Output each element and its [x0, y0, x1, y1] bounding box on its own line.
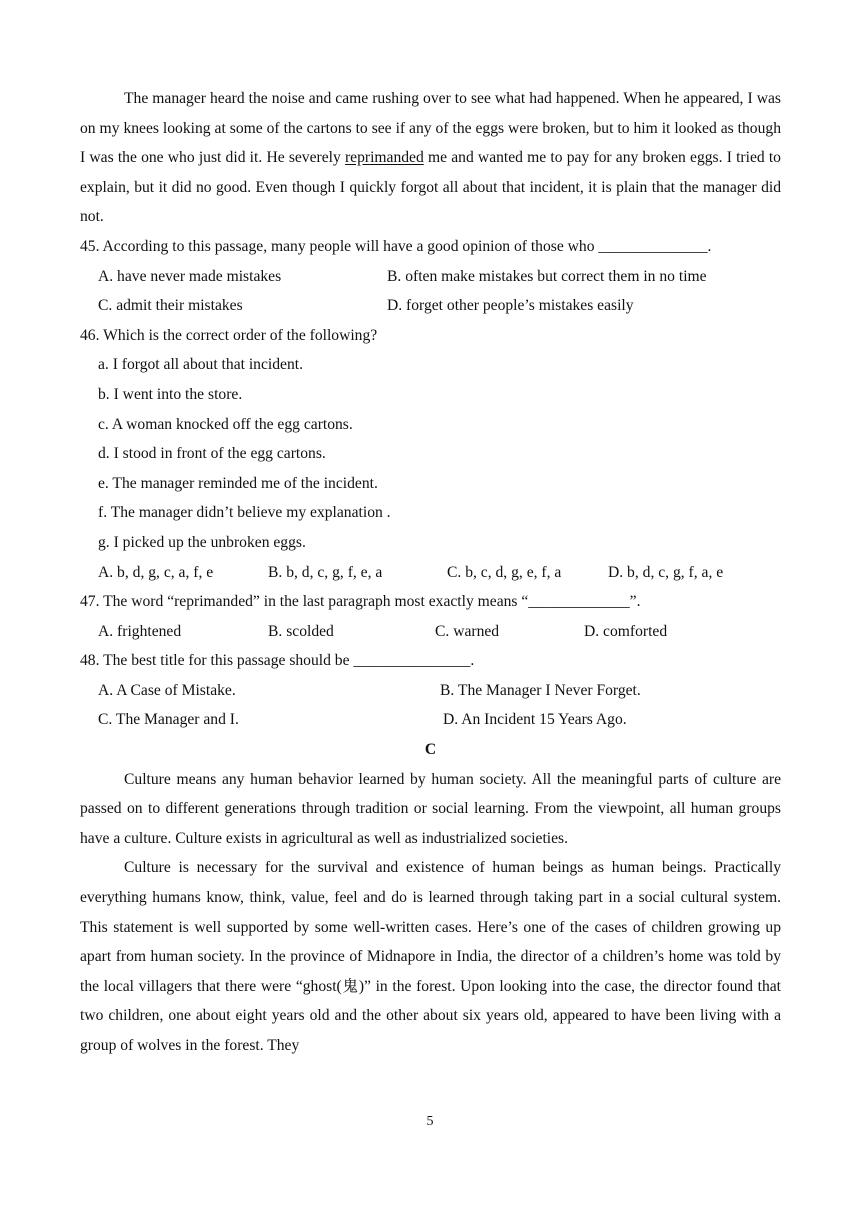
paragraph-text: me and wanted me to pay for any broken eggs. I tried to explain, but it did no good. Even though I quickly forgot all about that incident, it is plain that the manager did not. [80, 149, 781, 226]
page-number: 5 [426, 1114, 434, 1129]
question-46-item [80, 498, 781, 528]
item-text: b. I went into the store. [98, 385, 243, 403]
question-46-item [80, 469, 781, 499]
option-b: B. scolded [268, 622, 334, 640]
option-c: C. b, c, d, g, e, f, a [447, 563, 562, 581]
underlined-word: reprimanded [344, 149, 424, 167]
question-46-item [80, 528, 781, 558]
item-text: a. I forgot all about that incident. [98, 356, 303, 374]
item-text: d. I stood in front of the egg cartons. [98, 445, 326, 463]
question-46-item [80, 380, 781, 410]
option-c: C. The Manager and I. [98, 711, 239, 729]
option-a: A. A Case of Mistake. [98, 681, 236, 699]
question-46-stem: 46. Which is the correct order of the following? [80, 326, 378, 344]
section-c-paragraph-2: Culture is necessary for the survival and existence of human beings as human beings. Practically everything humans know, think, value, feel and do is learned through taking part in a social cultural system. This statement is well supported by some well-written cases. Here’s one of the cases of children growing up apart from human society. In the province of Midnapore in India, the director of a children’s home was told by the local villagers that there were “ghost(鬼)” in the forest. Upon looking into the case, the director found that two children, one about eight years old and the other about six years old, appeared to have been living with a group of wolves in the forest. They [80, 859, 781, 1054]
question-45-options-row-1 [80, 262, 781, 292]
question-47-options [80, 617, 781, 647]
option-d: D. forget other people’s mistakes easily [387, 297, 634, 315]
question-48-options-row-1 [80, 676, 781, 706]
question-46-item [80, 350, 781, 380]
option-b: B. b, d, c, g, f, e, a [268, 563, 383, 581]
question-46-item [80, 410, 781, 440]
passage-b-final-paragraph [80, 84, 781, 232]
option-c: C. warned [435, 622, 500, 640]
option-a: A. have never made mistakes [98, 267, 282, 285]
option-c: C. admit their mistakes [98, 297, 243, 315]
option-a: A. frightened [98, 622, 182, 640]
paragraph-text: The manager heard the noise and came rushing over to see what had happened. When he appeared, I was on my knees looking at some of the cartons to see if any of the eggs were broken, but to him it looked as though I was the one who just did it. He severely [80, 90, 781, 167]
question-46-item [80, 439, 781, 469]
item-text: f. The manager didn’t believe my explanation . [98, 504, 391, 522]
option-b: B. The Manager I Never Forget. [440, 681, 641, 699]
question-48-options-row-2 [80, 705, 781, 735]
option-b: B. often make mistakes but correct them in no time [387, 267, 707, 285]
option-a: A. b, d, g, c, a, f, e [98, 563, 214, 581]
item-text: c. A woman knocked off the egg cartons. [98, 415, 353, 433]
question-47-stem: 47. The word “reprimanded” in the last paragraph most exactly means “_____________”. [80, 593, 641, 611]
option-d: D. An Incident 15 Years Ago. [443, 711, 627, 729]
item-text: e. The manager reminded me of the incident. [98, 474, 378, 492]
document-page [80, 84, 781, 1061]
option-d: D. b, d, c, g, f, a, e [608, 563, 724, 581]
section-heading: C [424, 741, 437, 759]
item-text: g. I picked up the unbroken eggs. [98, 533, 306, 551]
question-45-options-row-2 [80, 291, 781, 321]
question-46-options [80, 558, 781, 588]
question-45-stem: 45. According to this passage, many people will have a good opinion of those who ______________. [80, 237, 712, 255]
option-d: D. comforted [584, 622, 668, 640]
section-c-paragraph-1: Culture means any human behavior learned by human society. All the meaningful parts of culture are passed on to different generations through tradition or social learning. From the viewpoint, all human groups have a culture. Culture exists in agricultural as well as industrialized societies. [80, 770, 781, 847]
question-48-stem: 48. The best title for this passage should be _______________. [80, 652, 475, 670]
